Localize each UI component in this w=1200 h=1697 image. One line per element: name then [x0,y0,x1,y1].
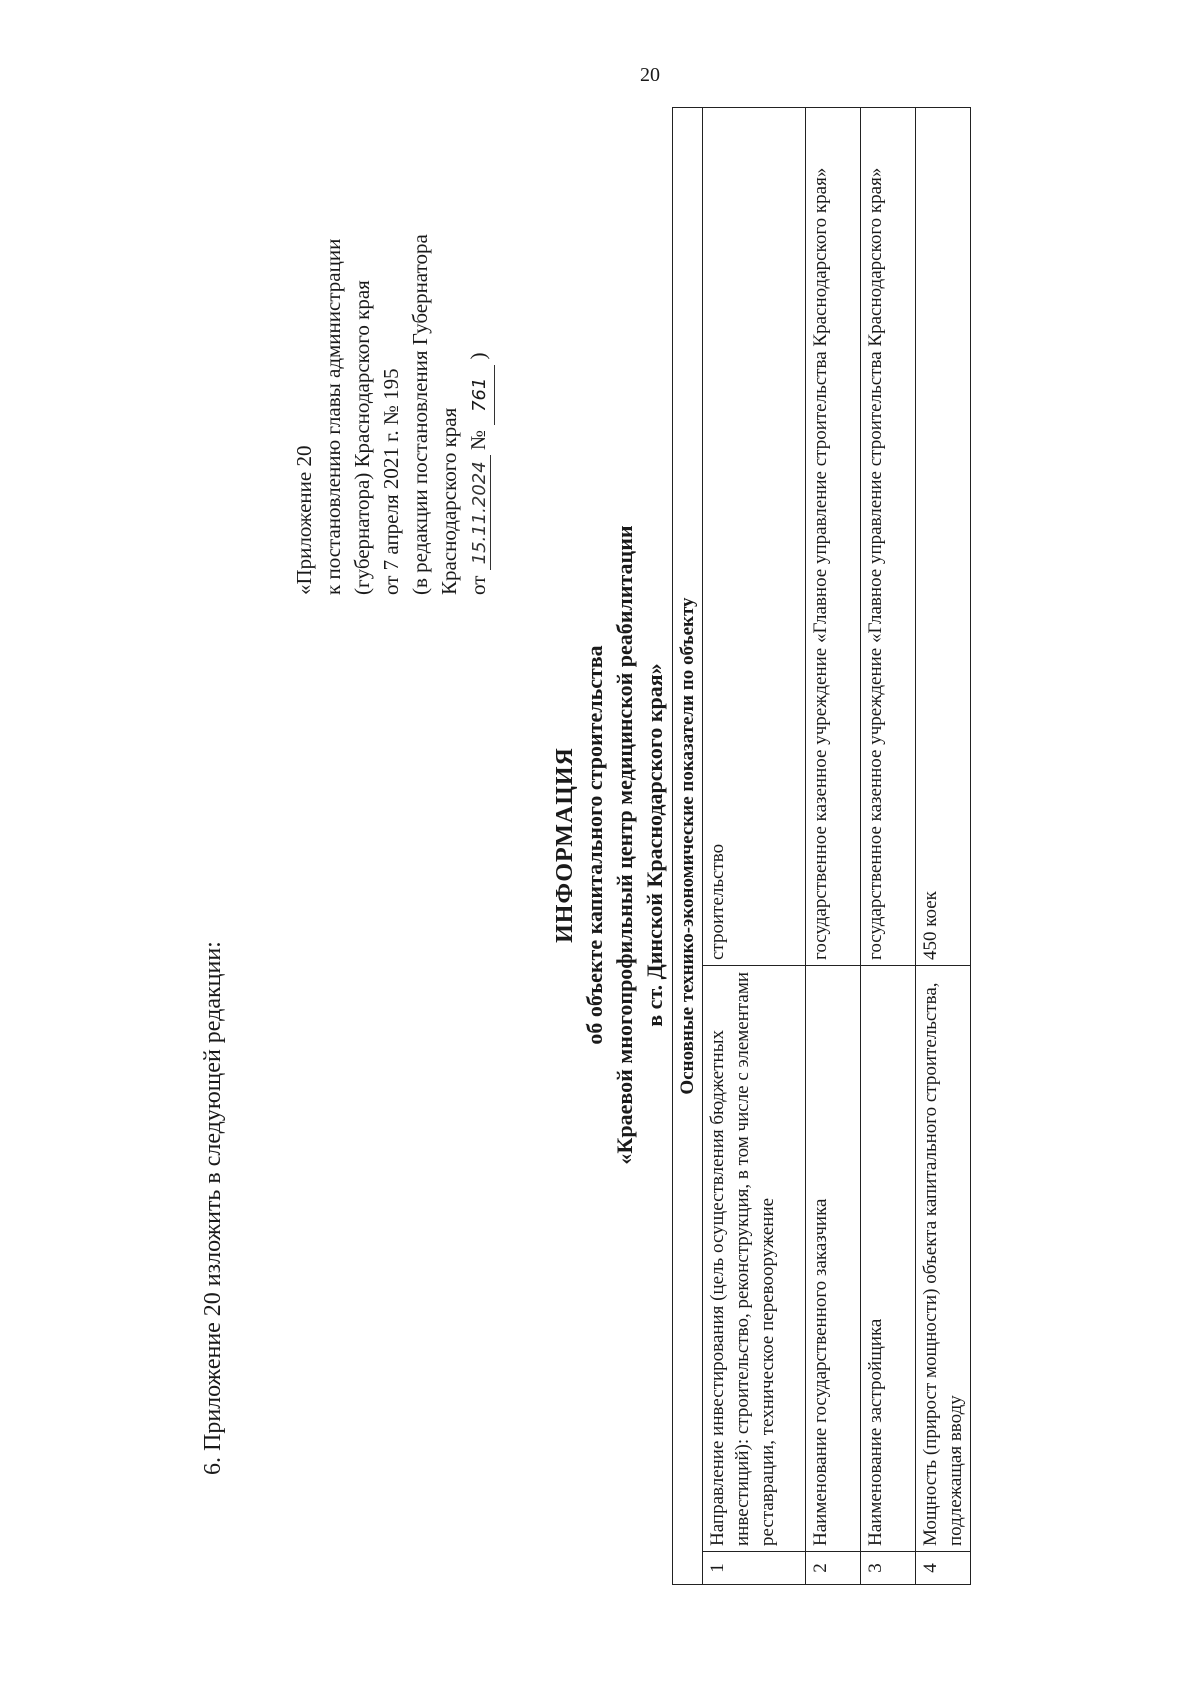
handwritten-date: 15.11.2024 [469,455,491,570]
annex-line-4: от 7 апреля 2021 г. № 195 [379,368,403,595]
row-number: 3 [861,1552,916,1585]
annex-block [290,234,495,595]
row-value: государственное казенное учреждение «Главное управление строительства Краснодарского края» [861,108,916,966]
title-heading: ИНФОРМАЦИЯ [552,747,578,943]
rotated-page-content [170,95,1170,1595]
title-line-4: в ст. Динской Краснодарского края» [642,663,667,1027]
title-line-2: об объекте капитального строительства [582,645,607,1045]
row-label: Мощность (прирост мощности) объекта капитального строительства, подлежащая вводу [916,966,971,1552]
handwritten-number: 761 [465,365,495,425]
document-title [550,95,670,1595]
annex-line-6: Краснодарского края [437,407,461,595]
page-number: 20 [640,64,660,86]
annex-date-line [464,234,495,595]
table-row [806,108,861,1585]
table-section-header: Основные технико-экономические показатели по объекту [673,108,703,1585]
row-value: государственное казенное учреждение «Главное управление строительства Краснодарского края» [806,108,861,966]
date-prefix: от [466,575,490,595]
intro-text: 6. Приложение 20 изложить в следующей редакции: [200,941,226,1475]
row-value: 450 коек [916,108,971,966]
closing-paren: ) [466,352,490,360]
table-header-row [673,108,703,1585]
row-label: Наименование государственного заказчика [806,966,861,1552]
table-row [861,108,916,1585]
row-number: 2 [806,1552,861,1585]
annex-line-1: «Приложение 20 [292,445,316,595]
row-label: Наименование застройщика [861,966,916,1552]
annex-line-2: к постановлению главы администрации [321,238,345,595]
annex-line-3: (губернатора) Краснодарского края [350,280,374,595]
row-value: строительство [703,108,806,966]
indicators-table [672,107,971,1585]
annex-line-5: (в редакции постановления Губернатора [408,234,432,595]
table-row [703,108,806,1585]
row-number: 4 [916,1552,971,1585]
row-label: Направление инвестирования (цель осуществления бюджетных инвестиций): строительство, реконструкция, в том числе с элементами реставрации, техническое перевооружение [703,966,806,1552]
title-line-3: «Краевой многопрофильный центр медицинской реабилитации [612,525,637,1165]
row-number: 1 [703,1552,806,1585]
table-row [916,108,971,1585]
number-prefix: № [466,429,490,451]
